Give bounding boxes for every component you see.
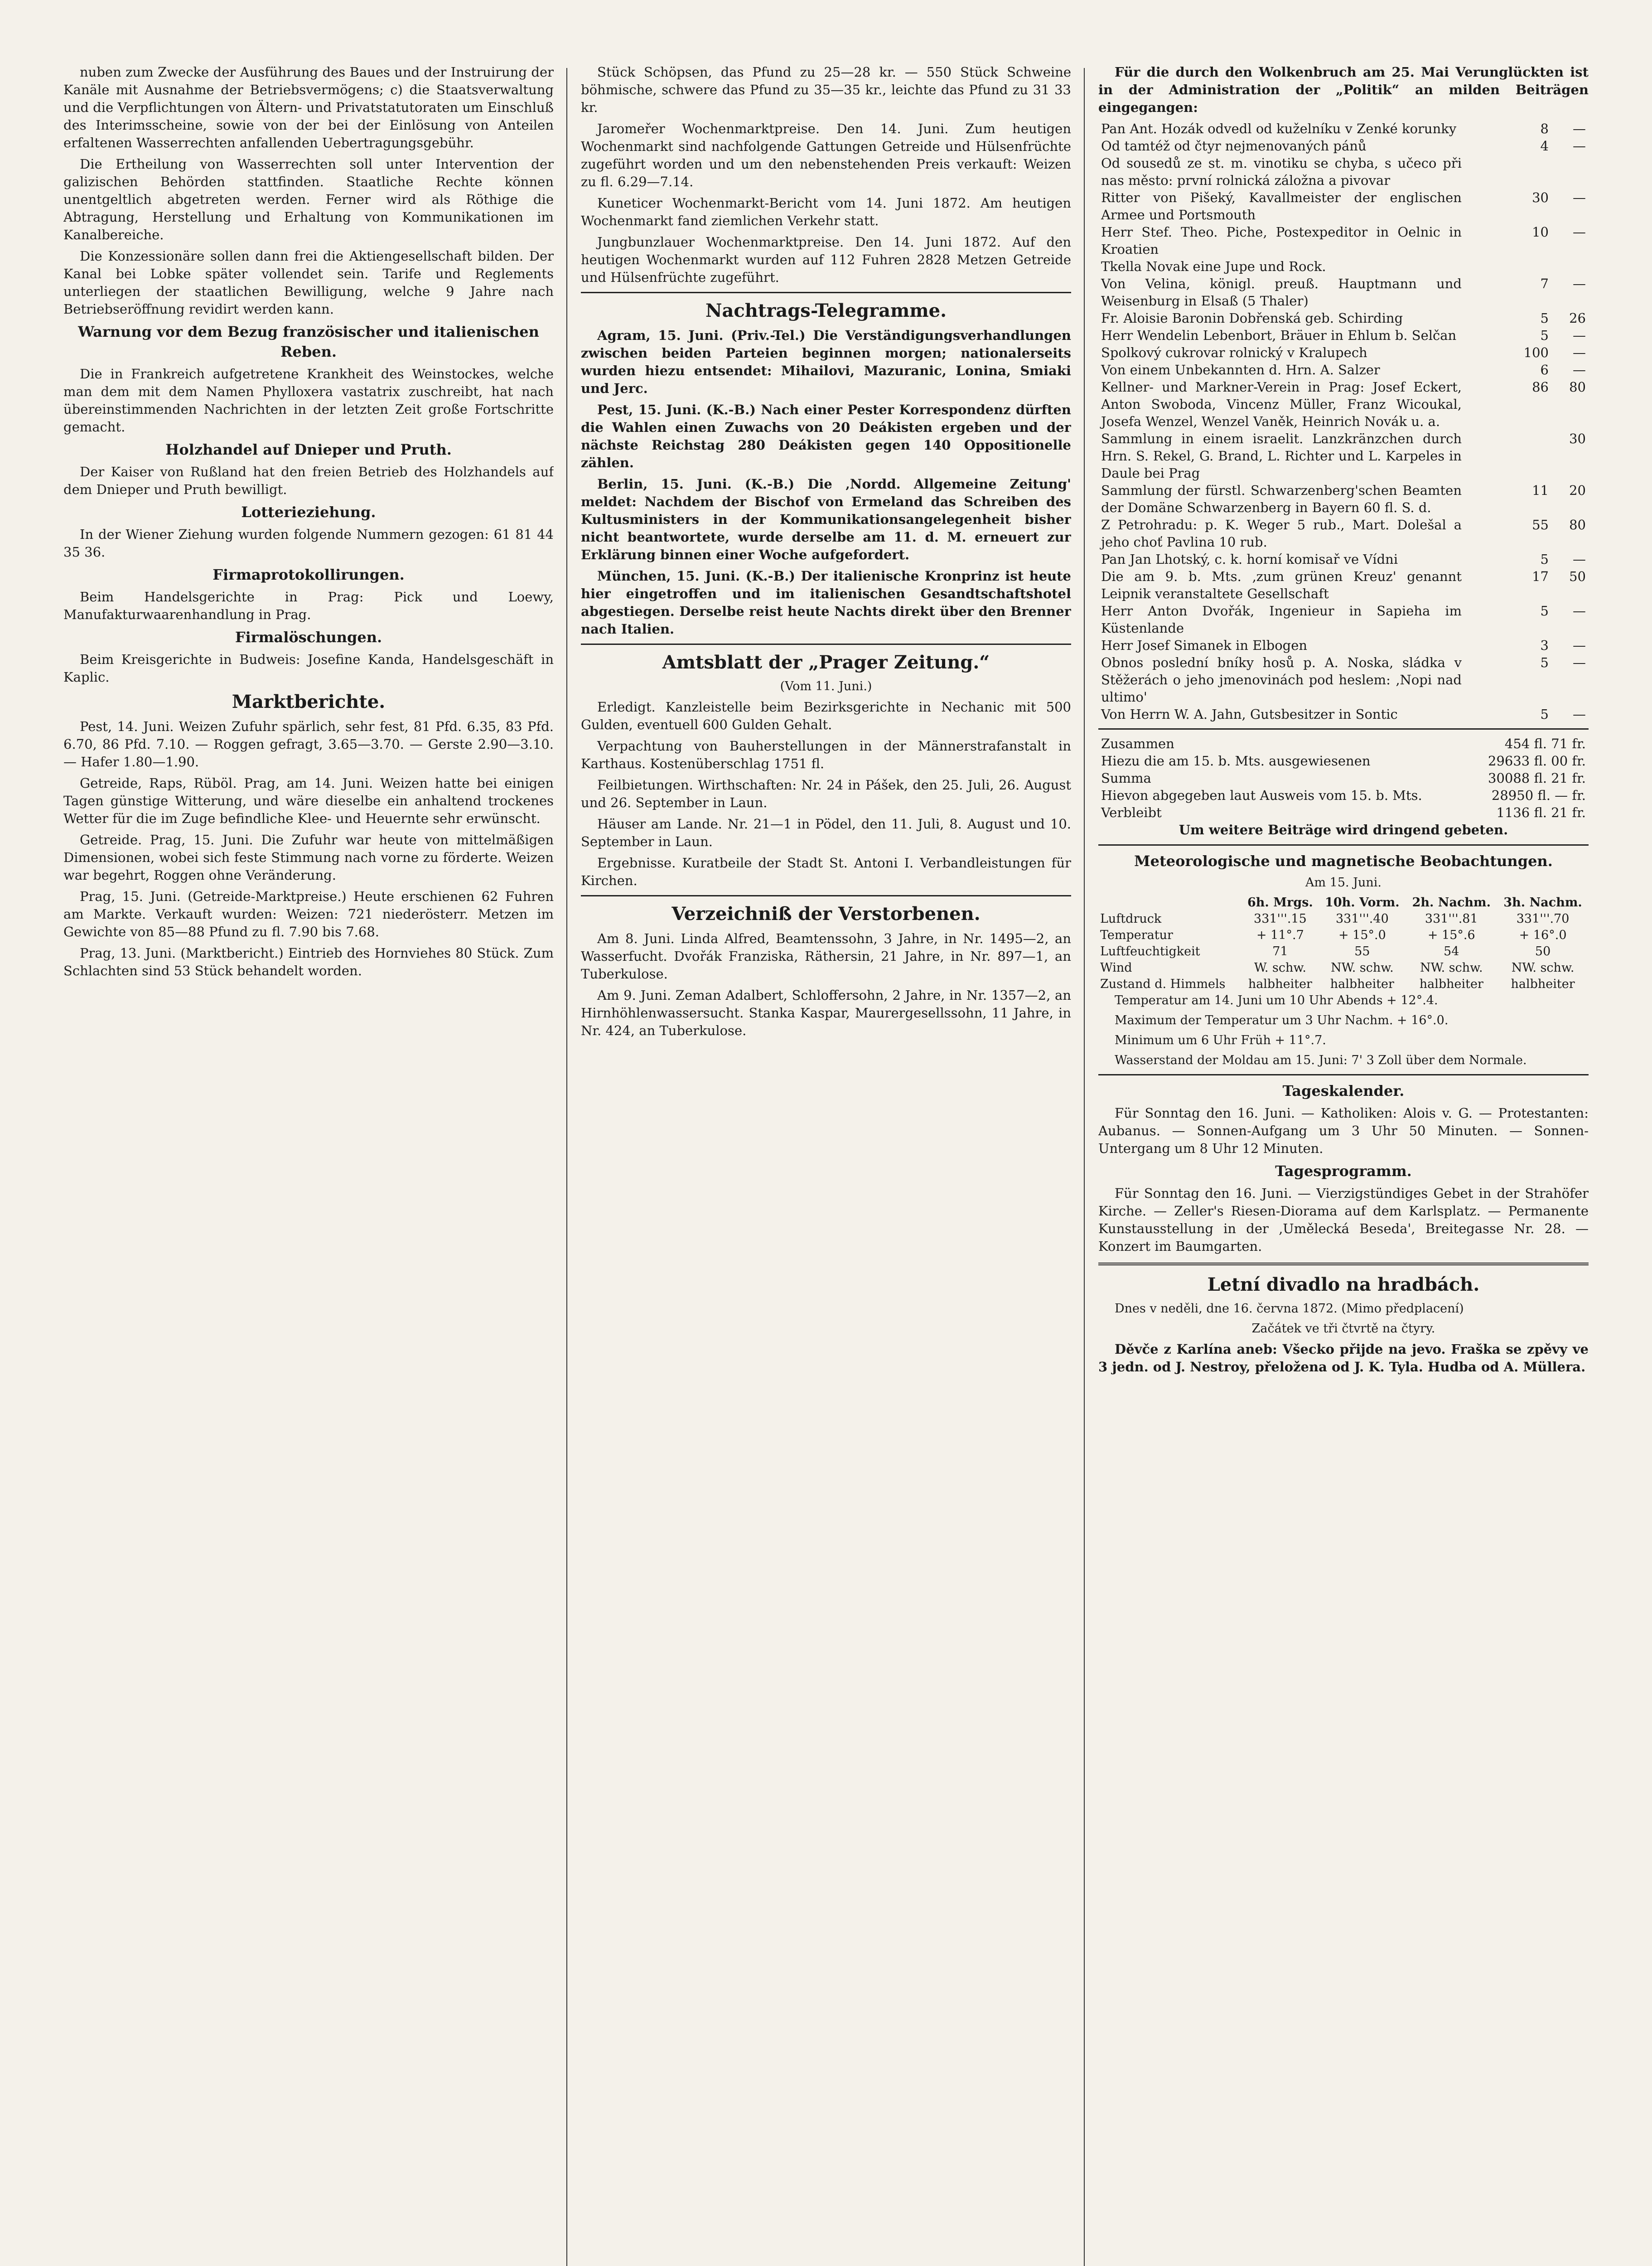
- meteo-cell: 331'''.81: [1425, 912, 1478, 926]
- meteo-cell: W. schw.: [1254, 961, 1306, 975]
- donation-name: Obnos poslední bníky hosů p. A. Noska, sládka v Stěžerách o jeho jmenovinách pod heslem: ‚Nopi nad ultimo': [1101, 655, 1462, 705]
- section-heading-telegrams: Nachtrags-Telegramme.: [705, 300, 947, 321]
- meteo-cell: halbheiter: [1330, 977, 1394, 991]
- paragraph: Prag, 15. Juni. (Getreide-Marktpreise.) Heute erschienen 62 Fuhren am Markte. Verkauft wurden: Weizen: 721 niederösterr. Metzen im Gewichte von 85—88 Pfund zu fl. 7.90 bis 7.68.: [63, 889, 554, 939]
- meteo-col-header: 3h. Nachm.: [1503, 896, 1582, 910]
- column-right: [1098, 63, 1589, 2266]
- donation-florins: 30: [1532, 190, 1549, 205]
- section-heading-firm-del: Firmalöschungen.: [235, 629, 382, 646]
- rest-label: Verbleibt: [1101, 805, 1162, 820]
- telegram: Agram, 15. Juni. (Priv.-Tel.) Die Verständigungsverhandlungen zwischen beiden Parteien beginnen morgen; nationalerseits wurden hiezu entsendet: Mihailovi, Mazuranic, Lonina, Smiaki und Jerc.: [581, 328, 1071, 396]
- divider: [1098, 844, 1589, 846]
- donation-intro: Für die durch den Wolkenbruch am 25. Mai Verunglückten ist in der Administration der „Politik“ an milden Beiträgen eingegangen:: [1098, 64, 1589, 115]
- meteo-cell: 331'''.70: [1516, 912, 1570, 926]
- section-heading-amtsblatt: Amtsblatt der „Prager Zeitung.“: [662, 652, 990, 673]
- donation-florins: 86: [1532, 379, 1549, 395]
- meteo-cell: NW. schw.: [1331, 961, 1394, 975]
- meteo-cell: + 16°.0: [1519, 928, 1567, 942]
- column-middle: [581, 63, 1071, 2266]
- donation-florins: 6: [1540, 362, 1549, 378]
- paragraph: Am 8. Juni. Linda Alfred, Beamtenssohn, 3 Jahre, in Nr. 1495—2, an Wasserfucht. Dvořák Franziska, Räthersin, 21 Jahre, in Nr. 897—1, an Tuberkulose.: [581, 931, 1071, 982]
- meteo-date: Am 15. Juni.: [1305, 876, 1382, 890]
- donation-row: [1098, 430, 1589, 482]
- donation-kreuzer: 80: [1569, 379, 1586, 395]
- donation-florins: 10: [1532, 224, 1549, 240]
- donation-kreuzer: 80: [1569, 517, 1586, 533]
- total-row: [1098, 735, 1589, 752]
- divider: [581, 895, 1071, 896]
- section-heading-holz: Holzhandel auf Dnieper und Pruth.: [165, 441, 452, 458]
- donation-row: [1098, 327, 1589, 344]
- meteo-cell: 71: [1272, 944, 1288, 959]
- donation-kreuzer: 26: [1569, 310, 1586, 326]
- section-heading-lotto: Lotterieziehung.: [241, 504, 376, 521]
- paragraph: Getreide. Prag, 15. Juni. Die Zufuhr war heute von mittelmäßigen Dimensionen, wobei sich feste Stimmung nach vorne zu förderte. Weizen war begehrt, Roggen ohne Veränderung.: [63, 832, 554, 883]
- amtsblatt-date: (Vom 11. Juni.): [780, 679, 872, 693]
- donation-name: Von Herrn W. A. Jahn, Gutsbesitzer in Sontic: [1101, 707, 1398, 722]
- total-value: 454 fl. 71 fr.: [1504, 736, 1586, 751]
- meteo-cell: Luftfeuchtigkeit: [1100, 944, 1200, 959]
- paragraph: Die in Frankreich aufgetretene Krankheit des Weinstockes, welche man dem mit dem Namen Phylloxera vastatrix zuschreibt, hat nach übereinstimmenden Nachrichten in der letzten Zeit große Fortschritte gemacht.: [63, 366, 554, 435]
- prev-row: [1098, 752, 1589, 770]
- donation-name: Herr Anton Dvořák, Ingenieur in Sapieha im Küstenlande: [1101, 603, 1462, 636]
- donation-kreuzer: [1551, 155, 1589, 189]
- section-heading-deaths: Verzeichniß der Verstorbenen.: [671, 903, 981, 925]
- meteo-cell: + 15°.6: [1427, 928, 1475, 942]
- paragraph: Pest, 14. Juni. Weizen Zufuhr spärlich, sehr fest, 81 Pfd. 6.35, 83 Pfd. 6.70, 86 Pfd. 7.10. — Roggen gefragt, 3.65—3.70. — Gerste 2.90—3.10. — Hafer 1.80—1.90.: [63, 719, 554, 770]
- donation-name: Pan Jan Lhotský, c. k. horní komisař ve Vídni: [1101, 552, 1398, 567]
- meteo-note: Minimum um 6 Uhr Früh + 11°.7.: [1115, 1033, 1326, 1047]
- paragraph: Prag, 13. Juni. (Marktbericht.) Eintrieb des Hornviehes 80 Stück. Zum Schlachten sind 53 Stück behandelt worden.: [63, 945, 554, 978]
- donation-kreuzer: —: [1573, 638, 1586, 653]
- paragraph: Die Konzessionäre sollen dann frei die Aktiengesellschaft bilden. Der Kanal bei Lobke später vollendet sein. Tarife und Reglements unterliegen der staatlichen Bewilligung, welche 9 Jahre nach Betriebseröffnung revidirt werden kann.: [63, 248, 554, 317]
- divider: [1098, 728, 1589, 730]
- section-heading-programme: Tagesprogramm.: [1275, 1162, 1412, 1180]
- meteo-cell: Temperatur: [1100, 928, 1173, 942]
- section-heading-market: Marktberichte.: [232, 691, 386, 712]
- sum-value: 30088 fl. 21 fr.: [1488, 770, 1586, 786]
- meteo-row: [1098, 976, 1589, 993]
- meteo-cell: halbheiter: [1248, 977, 1312, 991]
- donation-row: [1098, 258, 1589, 275]
- donation-name: Tkella Novak eine Jupe und Rock.: [1101, 259, 1326, 274]
- paragraph: Beim Kreisgerichte in Budweis: Josefine Kanda, Handelsgeschäft in Kaplic.: [63, 652, 554, 685]
- rest-value: 1136 fl. 21 fr.: [1496, 805, 1586, 820]
- paragraph: Jungbunzlauer Wochenmarktpreise. Den 14. Juni 1872. Auf den heutigen Wochenmarkt wurden auf 112 Fuhren 2828 Metzen Getreide und Hülsenfrüchte zugeführt.: [581, 234, 1071, 285]
- donation-florins: [1464, 430, 1551, 482]
- paragraph: Die Ertheilung von Wasserrechten soll unter Intervention der galizischen Behörden stattfinden. Staatliche Rechte können unentgeltlich abgetreten werden. Ferner wird als Röthige die Abtragung, Herstellung und Erhaltung von Kommunikationen im Kanalbereiche.: [63, 156, 554, 242]
- deduct-value: 28950 fl. — fr.: [1491, 788, 1586, 803]
- sum-row: [1098, 770, 1589, 787]
- paragraph: Beim Handelsgerichte in Prag: Pick und Loewy, Manufakturwaarenhandlung in Prag.: [63, 589, 554, 622]
- paragraph: In der Wiener Ziehung wurden folgende Nummern gezogen: 61 81 44 35 36.: [63, 527, 554, 560]
- donation-florins: 3: [1540, 638, 1549, 653]
- paragraph: Der Kaiser von Rußland hat den freien Betrieb des Holzhandels auf dem Dnieper und Pruth bewilligt.: [63, 464, 554, 497]
- meteo-cell: Luftdruck: [1100, 912, 1162, 926]
- donation-row: [1098, 568, 1589, 602]
- meteo-cell: 331'''.15: [1254, 912, 1307, 926]
- donation-row: [1098, 378, 1589, 430]
- telegram: München, 15. Juni. (K.-B.) Der italienische Kronprinz ist heute hier eingetroffen und im italienischen Gesandtschaftshotel abgestiegen. Derselbe reist heute Nachts direkt über den Brenner nach Italien.: [581, 568, 1071, 637]
- donation-florins: 4: [1540, 138, 1549, 154]
- donation-florins: 100: [1523, 345, 1549, 360]
- divider: [581, 644, 1071, 645]
- section-heading-meteo: Meteorologische und magnetische Beobachtungen.: [1134, 852, 1553, 870]
- donation-kreuzer: —: [1573, 121, 1586, 136]
- paragraph: Für Sonntag den 16. Juni. — Katholiken: Alois v. G. — Protestanten: Aubanus. — Sonnen-Aufgang um 3 Uhr 50 Minuten. — Sonnen-Untergang um 8 Uhr 12 Minuten.: [1098, 1105, 1589, 1156]
- donation-name: Sammlung der fürstl. Schwarzenberg'schen Beamten der Domäne Schwarzenberg in Bayern 60 fl. S. d.: [1101, 483, 1462, 515]
- meteo-cell: 331'''.40: [1336, 912, 1389, 926]
- donation-kreuzer: 30: [1569, 431, 1586, 446]
- donation-totals: [1098, 735, 1589, 821]
- donation-row: [1098, 189, 1589, 223]
- column-left: [63, 63, 554, 2266]
- paragraph: Kuneticer Wochenmarkt-Bericht vom 14. Juni 1872. Am heutigen Wochenmarkt fand ziemlichen Verkehr statt.: [581, 195, 1071, 228]
- meteo-table: [1098, 895, 1589, 993]
- prev-value: 29633 fl. 00 fr.: [1488, 753, 1586, 769]
- divider: [581, 292, 1071, 293]
- donation-florins: 5: [1540, 707, 1549, 722]
- donation-florins: 5: [1540, 552, 1549, 567]
- donation-row: [1098, 275, 1589, 310]
- meteo-row: [1098, 927, 1589, 944]
- meteo-col-header: 6h. Mrgs.: [1247, 896, 1313, 910]
- donation-name: Spolkový cukrovar rolnický v Kralupech: [1101, 345, 1367, 360]
- telegram: Pest, 15. Juni. (K.-B.) Nach einer Pester Korrespondenz dürften die Wahlen einen Zuwachs von 20 Deákisten ergeben und der nächste Reichstag 280 Deákisten gegen 140 Oppositionelle zählen.: [581, 402, 1071, 470]
- donation-florins: 5: [1540, 655, 1549, 670]
- donation-kreuzer: —: [1573, 707, 1586, 722]
- donation-row: [1098, 482, 1589, 516]
- divider: [1098, 1263, 1589, 1265]
- donation-name: Z Petrohradu: p. K. Weger 5 rub., Mart. Dolešal a jeho choť Pavlina 10 rub.: [1101, 517, 1462, 550]
- donation-florins: 11: [1532, 483, 1549, 498]
- rest-row: [1098, 804, 1589, 821]
- total-label: Zusammen: [1101, 736, 1174, 751]
- donation-row: [1098, 706, 1589, 723]
- meteo-note: Temperatur am 14. Juni um 10 Uhr Abends + 12°.4.: [1115, 993, 1438, 1007]
- paragraph: Häuser am Lande. Nr. 21—1 in Pödel, den 11. Juli, 8. August und 10. September in Laun.: [581, 816, 1071, 849]
- donation-kreuzer: —: [1573, 138, 1586, 154]
- donation-name: Kellner- und Markner-Verein in Prag: Josef Eckert, Anton Swoboda, Vincenz Müller, Franz Wicoukal, Josefa Wenzel, Wenzel Vaněk, Heinrich Novák u. a.: [1101, 379, 1462, 429]
- newspaper-page: [63, 63, 1589, 2266]
- donation-florins: 5: [1540, 328, 1549, 343]
- donation-name: Od tamtéž od čtyr nejmenovaných pánů: [1101, 138, 1367, 154]
- prev-label: Hiezu die am 15. b. Mts. ausgewiesenen: [1101, 753, 1371, 769]
- donation-florins: 8: [1540, 121, 1549, 136]
- meteo-cell: 55: [1354, 944, 1370, 959]
- donation-kreuzer: —: [1573, 328, 1586, 343]
- meteo-col-header: 10h. Vorm.: [1325, 896, 1400, 910]
- telegram: Berlin, 15. Juni. (K.-B.) Die ‚Nordd. Allgemeine Zeitung' meldet: Nachdem der Bischof von Ermeland das Schreiben des Kultusministers in der Kommunikationsangelegenheit bisher nicht beantwortete, wurde derselbe am 11. d. M. erneuert zur Erklärung binnen einer Woche aufgefordert.: [581, 476, 1071, 562]
- theatre-play: Děvče z Karlína aneb: Všecko přijde na jevo. Fraška se zpěvy ve 3 jedn. od J. Nestroy, přeložena od J. K. Tyla. Hudba od A. Müllera.: [1098, 1341, 1589, 1375]
- donation-kreuzer: —: [1573, 190, 1586, 205]
- donation-row: [1098, 551, 1589, 568]
- meteo-row: [1098, 960, 1589, 976]
- donation-row: [1098, 637, 1589, 654]
- deduct-label: Hievon abgegeben laut Ausweis vom 15. b. Mts.: [1101, 788, 1422, 803]
- donation-florins: 7: [1540, 276, 1549, 291]
- deduct-row: [1098, 787, 1589, 804]
- meteo-row: [1098, 944, 1589, 960]
- section-heading-calendar: Tageskalender.: [1282, 1082, 1405, 1099]
- sum-label: Summa: [1101, 770, 1151, 786]
- donation-florins: 17: [1532, 569, 1549, 584]
- theatre-date: Dnes v neděli, dne 16. června 1872. (Mimo předplacení): [1115, 1302, 1464, 1316]
- donation-kreuzer: —: [1573, 603, 1586, 619]
- paragraph: Ergebnisse. Kuratbeile der Stadt St. Antoni I. Verbandleistungen für Kirchen.: [581, 855, 1071, 888]
- meteo-cell: 50: [1535, 944, 1551, 959]
- meteo-col-header: 2h. Nachm.: [1412, 896, 1491, 910]
- meteo-cell: + 15°.0: [1338, 928, 1386, 942]
- closing-note: Um weitere Beiträge wird dringend gebeten.: [1179, 822, 1508, 838]
- donation-florins: [1464, 155, 1551, 189]
- section-heading-firm: Firmaprotokollirungen.: [213, 566, 405, 583]
- meteo-cell: 54: [1444, 944, 1459, 959]
- donation-kreuzer: [1551, 258, 1589, 275]
- donation-kreuzer: —: [1573, 655, 1586, 670]
- meteo-cell: halbheiter: [1511, 977, 1575, 991]
- donation-florins: [1464, 258, 1551, 275]
- donation-name: Herr Josef Simanek in Elbogen: [1101, 638, 1308, 653]
- donation-kreuzer: —: [1573, 276, 1586, 291]
- paragraph: Feilbietungen. Wirthschaften: Nr. 24 in Pášek, den 25. Juli, 26. August und 26. September in Laun.: [581, 777, 1071, 810]
- donation-kreuzer: 20: [1569, 483, 1586, 498]
- meteo-col-header: [1098, 895, 1241, 911]
- donation-row: [1098, 654, 1589, 706]
- paragraph: Am 9. Juni. Zeman Adalbert, Schloffersohn, 2 Jahre, in Nr. 1357—2, an Hirnhöhlenwassersucht. Stanka Kaspar, Maurergesellssohn, 11 Jahre, in Nr. 424, an Tuberkulose.: [581, 988, 1071, 1038]
- donation-name: Fr. Aloisie Baronin Dobřenská geb. Schirding: [1101, 310, 1403, 326]
- meteo-cell: NW. schw.: [1511, 961, 1575, 975]
- donation-name: Ritter von Pišeký, Kavallmeister der englischen Armee und Portsmouth: [1101, 190, 1462, 223]
- meteo-cell: Zustand d. Himmels: [1100, 977, 1226, 991]
- donation-row: [1098, 344, 1589, 361]
- donation-row: [1098, 602, 1589, 637]
- donation-kreuzer: —: [1573, 552, 1586, 567]
- meteo-cell: Wind: [1100, 961, 1132, 975]
- donation-florins: 5: [1540, 603, 1549, 619]
- donation-name: Pan Ant. Hozák odvedl od kuželníku v Zenké korunky: [1101, 121, 1457, 136]
- donation-row: [1098, 120, 1589, 137]
- paragraph: Getreide, Raps, Rüböl. Prag, am 14. Juni. Weizen hatte bei einigen Tagen günstige Witterung, und wäre dieselbe ein anhaltend trockenes Wetter für die im Zuge befindliche Klee- und Heuernte sehr erwünscht.: [63, 775, 554, 826]
- meteo-note: Wasserstand der Moldau am 15. Juni: 7' 3 Zoll über dem Normale.: [1115, 1053, 1527, 1067]
- paragraph: Erledigt. Kanzleistelle beim Bezirksgerichte in Nechanic mit 500 Gulden, eventuell 600 Gulden Gehalt.: [581, 699, 1071, 732]
- meteo-note: Maximum der Temperatur um 3 Uhr Nachm. + 16°.0.: [1115, 1013, 1449, 1027]
- donation-florins: 5: [1540, 310, 1549, 326]
- paragraph: nuben zum Zwecke der Ausführung des Baues und der Instruirung der Kanäle mit Ausnahme der Betriebsvermögens; c) die Staatsverwaltung und die Verpflichtungen von Ältern- und Privatstatutoraten um Einschluß des Interimsscheine, sowie von der bei der Einlösung von Anteilen erfaltenen Wasserrechten anfallenden Uebertragungsgebühr.: [63, 64, 554, 150]
- paragraph: Stück Schöpsen, das Pfund zu 25—28 kr. — 550 Stück Schweine böhmische, schwere das Pfund zu 35—35 kr., leichte das Pfund zu 31 33 kr.: [581, 64, 1071, 115]
- paragraph: Für Sonntag den 16. Juni. — Vierzigstündiges Gebet in der Strahöfer Kirche. — Zeller's Riesen-Diorama auf dem Karlsplatz. — Permanente Kunstausstellung in der ‚Umělecká Beseda', Breitegasse Nr. 28. — Konzert im Baumgarten.: [1098, 1186, 1589, 1254]
- donation-kreuzer: —: [1573, 224, 1586, 240]
- donation-row: [1098, 310, 1589, 327]
- donation-name: Herr Stef. Theo. Piche, Postexpeditor in Oelnic in Kroatien: [1101, 224, 1462, 257]
- donation-row: [1098, 155, 1589, 189]
- meteo-cell: halbheiter: [1419, 977, 1483, 991]
- divider: [1098, 1074, 1589, 1075]
- donation-name: Von einem Unbekannten d. Hrn. A. Salzer: [1101, 362, 1380, 378]
- theatre-time: Začátek ve tři čtvrtě na čtyry.: [1251, 1322, 1435, 1336]
- donation-kreuzer: 50: [1569, 569, 1586, 584]
- paragraph: Jaromeřer Wochenmarktpreise. Den 14. Juni. Zum heutigen Wochenmarkt sind nachfolgende Gattungen Getreide und Hülsenfrüchte zugeführt worden und um den nebenstehenden Preis verkauft: Weizen zu fl. 6.29—7.14.: [581, 121, 1071, 189]
- donation-row: [1098, 137, 1589, 155]
- donation-name: Von Velina, königl. preuß. Hauptmann und Weisenburg in Elsaß (5 Thaler): [1101, 276, 1462, 309]
- meteo-row: [1098, 911, 1589, 927]
- donation-florins: 55: [1532, 517, 1549, 533]
- donation-row: [1098, 516, 1589, 551]
- donation-row: [1098, 223, 1589, 258]
- donation-kreuzer: —: [1573, 345, 1586, 360]
- donation-name: Od sousedů ze st. m. vinotiku se chyba, s učeco při nas město: první rolnická záložna a pivovar: [1101, 155, 1462, 188]
- donation-kreuzer: —: [1573, 362, 1586, 378]
- donation-name: Die am 9. b. Mts. ‚zum grünen Kreuz' genannt Leipnik veranstaltete Gesellschaft: [1101, 569, 1462, 601]
- donation-name: Sammlung in einem israelit. Lanzkränzchen durch Hrn. S. Rekel, G. Brand, L. Richter und L. Karpeles in Daule bei Prag: [1101, 431, 1462, 481]
- paragraph: Verpachtung von Bauherstellungen in der Männerstrafanstalt in Karthaus. Kostenüberschlag 1751 fl.: [581, 738, 1071, 771]
- donation-name: Herr Wendelin Lebenbort, Bräuer in Ehlum b. Selčan: [1101, 328, 1457, 343]
- section-heading-theatre: Letní divadlo na hradbách.: [1207, 1274, 1480, 1295]
- meteo-cell: NW. schw.: [1420, 961, 1483, 975]
- donation-row: [1098, 361, 1589, 378]
- section-heading-warning: Warnung vor dem Bezug französischer und italienischen Reben.: [78, 323, 539, 360]
- meteo-cell: + 11°.7: [1256, 928, 1304, 942]
- donation-table: [1098, 120, 1589, 723]
